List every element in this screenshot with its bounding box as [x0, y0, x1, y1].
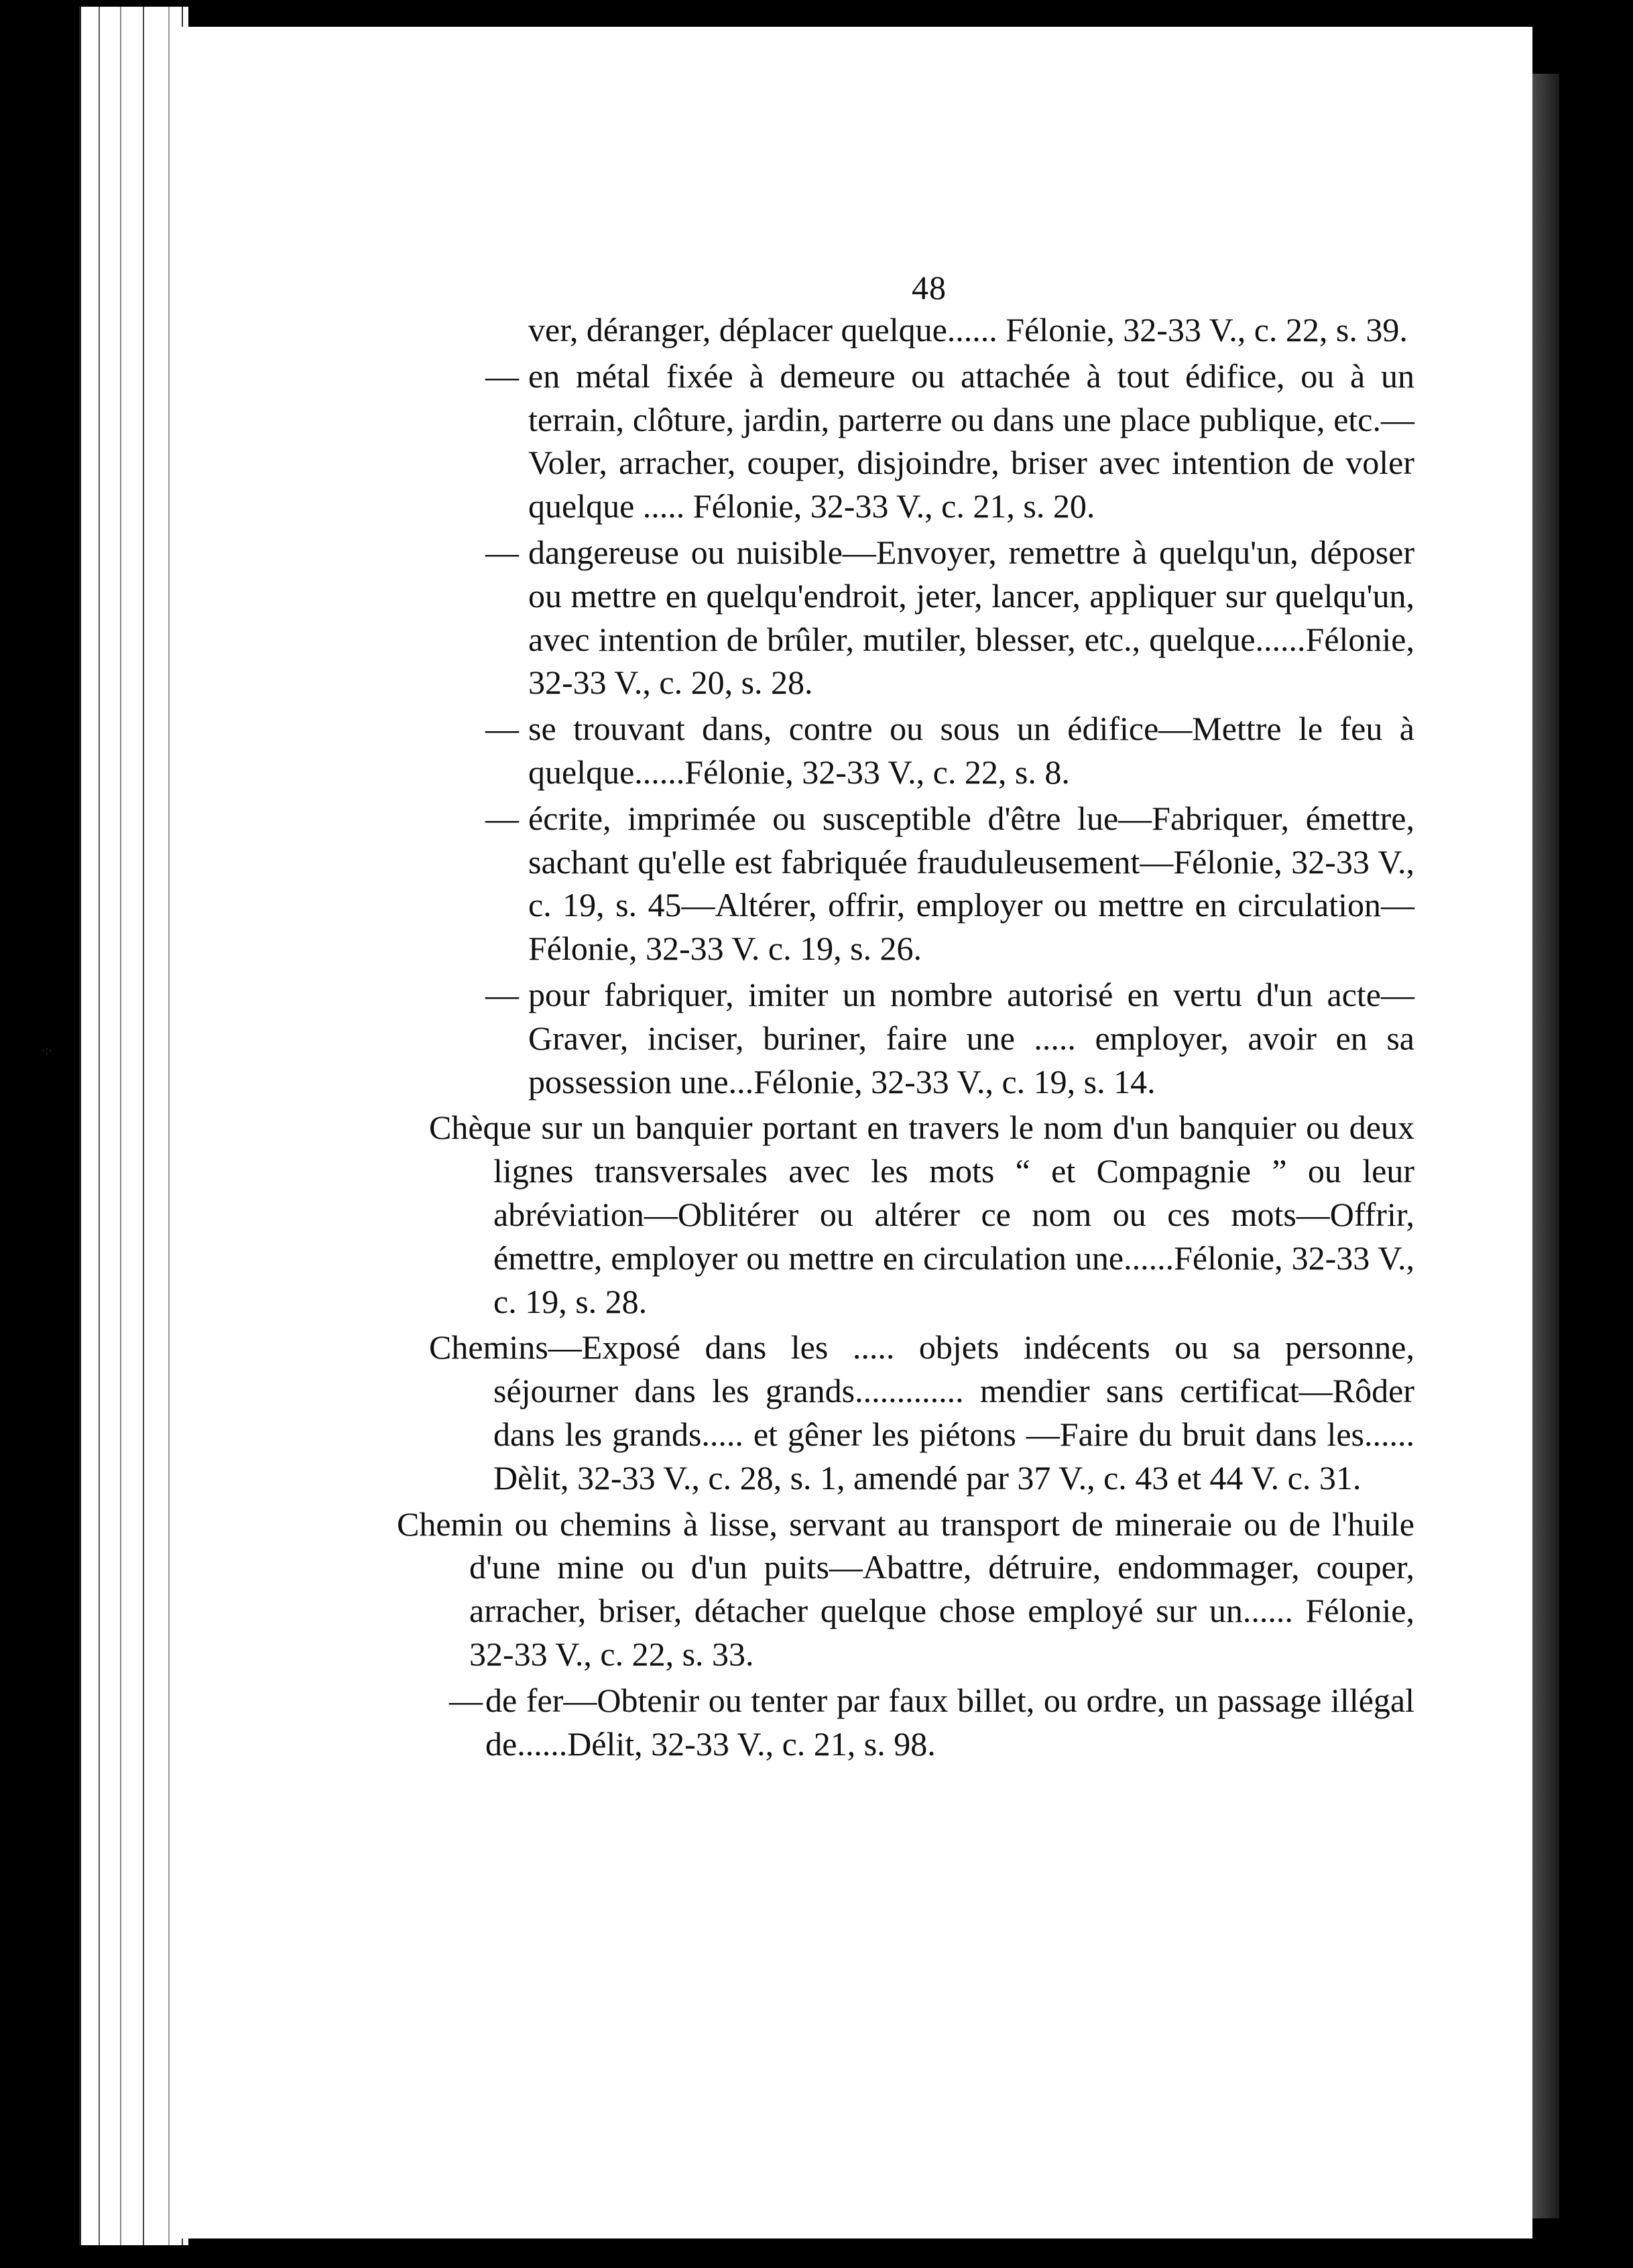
entry-dash: — [485, 533, 519, 571]
entry-text: ver, déranger, déplacer quelque...... Félonie, 32-33 V., c. 22, s. 39. [528, 311, 1408, 349]
entry-dash: — [485, 357, 519, 395]
headword-entry-chemin-a-lisse [397, 1503, 1414, 1676]
entry-text: se trouvant dans, contre ou sous un édifice—Mettre le feu à quelque......Félonie, 32-33 V., c. 22, s. 8. [528, 710, 1414, 791]
entry-text: écrite, imprimée ou susceptible d'être lue—Fabriquer, émettre, sachant qu'elle est fabriquée frauduleusement—Félonie, 32-33 V., c. 19, s. 45—Altérer, offrir, employer ou mettre en circulation—Félonie, 32-33 V. c. 19, s. 26. [528, 799, 1414, 968]
scan-speck: ·:· [42, 1044, 52, 1057]
page-shadow [1532, 74, 1559, 2218]
sub-entry [429, 707, 1414, 794]
stacked-page-edges [79, 7, 188, 2245]
entry-text: en métal fixée à demeure ou attachée à tout édifice, ou à un terrain, clôture, jardin, parterre ou dans une place publique, etc.—Voler, arracher, couper, disjoindre, briser avec intention de voler quelque ..... Félonie, 32-33 V., c. 21, s. 20. [528, 357, 1414, 525]
entry-text: Chèque sur un banquier portant en travers le nom d'un banquier ou deux lignes transversales avec les mots “ et Compagnie ” ou leur abréviation—Oblitérer ou altérer ce nom ou ces mots—Offrir, émettre, employer ou mettre en circulation une......Félonie, 32-33 V., c. 19, s. 28. [429, 1109, 1414, 1320]
entry-text: Chemins—Exposé dans les ..... objets indécents ou sa personne, séjourner dans les grands............. mendier sans certificat—Rôder dans les grands..... et gêner les piétons —Faire du bruit dans les...... Dèlit, 32-33 V., c. 28, s. 1, amendé par 37 V., c. 43 et 44 V. c. 31. [429, 1328, 1414, 1497]
entry-dash: — [485, 975, 519, 1013]
continuation-entry [429, 308, 1414, 352]
page-edge-line [99, 7, 100, 2245]
sub-entry [429, 973, 1414, 1103]
index-text-block [397, 308, 1414, 1768]
entry-text: Chemin ou chemins à lisse, servant au transport de mineraie ou de l'huile d'une mine ou d'un puits—Abattre, détruire, endommager, couper, arracher, briser, détacher quelque chose employé sur un...... Félonie, 32-33 V., c. 22, s. 33. [397, 1505, 1414, 1673]
page-number: 48 [912, 269, 947, 306]
sub-entry [429, 1679, 1414, 1766]
entry-dash: — [485, 710, 519, 748]
sub-entry [429, 797, 1414, 970]
headword-entry-cheque [429, 1106, 1414, 1323]
entry-dash: — [485, 799, 519, 837]
headword-entry-chemins [429, 1326, 1414, 1499]
entry-dash: — [449, 1681, 483, 1719]
sub-entry [429, 355, 1414, 528]
entry-text: de fer—Obtenir ou tenter par faux billet, ou ordre, un passage illégal de......Délit, 32-33 V., c. 21, s. 98. [485, 1681, 1414, 1763]
page-edge-line [168, 7, 170, 2245]
page-edge-line [143, 7, 144, 2245]
sub-entry [429, 531, 1414, 704]
entry-text: dangereuse ou nuisible—Envoyer, remettre à quelqu'un, déposer ou mettre en quelqu'endroit, jeter, lancer, appliquer sur quelqu'un, avec intention de brûler, mutiler, blesser, etc., quelque......Félonie, 32-33 V., c. 20, s. 28. [528, 533, 1414, 702]
page-edge-line [120, 7, 121, 2245]
entry-text: pour fabriquer, imiter un nombre autorisé en vertu d'un acte— Graver, inciser, buriner, faire une ..... employer, avoir en sa possession une...Félonie, 32-33 V., c. 19, s. 14. [528, 975, 1414, 1100]
